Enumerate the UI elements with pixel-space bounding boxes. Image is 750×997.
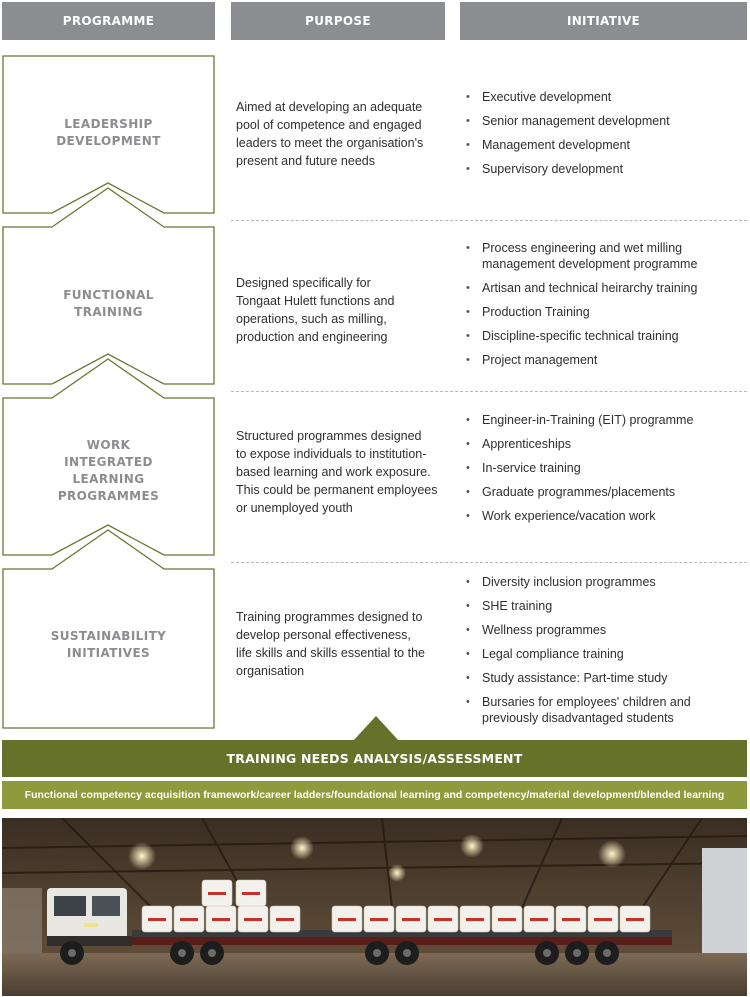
warehouse-truck-photo	[2, 818, 747, 996]
training-needs-analysis-bar: TRAINING NEEDS ANALYSIS/ASSESSMENT	[2, 740, 747, 777]
programme-label-sustainability: SUSTAINABILITY INITIATIVES	[50, 629, 167, 660]
list-item: • Process engineering and wet milling management development programme	[466, 240, 746, 272]
list-item: • Production Training	[466, 304, 746, 320]
list-item: • Engineer-in-Training (EIT) programme	[466, 412, 746, 428]
list-item: • Supervisory development	[466, 161, 746, 177]
truck-cab	[47, 888, 132, 946]
row-divider	[231, 391, 747, 392]
list-item: • Diversity inclusion programmes	[466, 574, 746, 590]
initiative-list-functional	[466, 240, 746, 376]
list-item: • Study assistance: Part-time study	[466, 670, 746, 686]
list-item: • Apprenticeships	[466, 436, 746, 452]
header-purpose: PURPOSE	[231, 2, 445, 40]
purpose-functional: Designed specifically for Tongaat Hulett functions and operations, such as milling, production and engineering	[236, 276, 395, 344]
programme-frame-functional	[2, 187, 215, 385]
list-item: • Bursaries for employees' children and previously disadvantaged students	[466, 694, 746, 726]
list-item: • Executive development	[466, 89, 746, 105]
tna-arrow-tip	[353, 716, 399, 741]
list-item: • Discipline-specific technical training	[466, 328, 746, 344]
list-item: • SHE training	[466, 598, 746, 614]
initiative-list-work-integrated	[466, 412, 746, 532]
list-item: • Senior management development	[466, 113, 746, 129]
initiative-list-sustainability	[466, 574, 746, 734]
list-item: • Project management	[466, 352, 746, 368]
programme-label-work-integrated: WORK INTEGRATED LEARNING PROGRAMMES	[57, 438, 160, 503]
initiative-list-leadership	[466, 89, 746, 185]
programme-label-functional: FUNCTIONAL TRAINING	[63, 288, 154, 319]
purpose-sustainability: Training programmes designed to develop personal effectiveness, life skills and skills essential to the organisation	[236, 610, 425, 678]
list-item: • Graduate programmes/placements	[466, 484, 746, 500]
competency-framework-bar: Functional competency acquisition framework/career ladders/foundational learning and competency/material development/blended learning	[2, 781, 747, 809]
list-item: • Artisan and technical heirarchy training	[466, 280, 746, 296]
row-divider	[231, 562, 747, 563]
list-item: • In-service training	[466, 460, 746, 476]
header-initiative: INITIATIVE	[460, 2, 747, 40]
list-item: • Wellness programmes	[466, 622, 746, 638]
list-item: • Management development	[466, 137, 746, 153]
list-item: • Work experience/vacation work	[466, 508, 746, 524]
header-programme: PROGRAMME	[2, 2, 215, 40]
programme-label-leadership: LEADERSHIP DEVELOPMENT	[56, 117, 161, 148]
purpose-work-integrated: Structured programmes designed to expose individuals to institution- based learning and work exposure. This could be permanent employees or unemployed youth	[236, 429, 438, 515]
purpose-leadership: Aimed at developing an adequate pool of competence and engaged leaders to meet the organisation's present and future needs	[236, 100, 424, 168]
list-item: • Legal compliance training	[466, 646, 746, 662]
row-divider	[231, 220, 747, 221]
